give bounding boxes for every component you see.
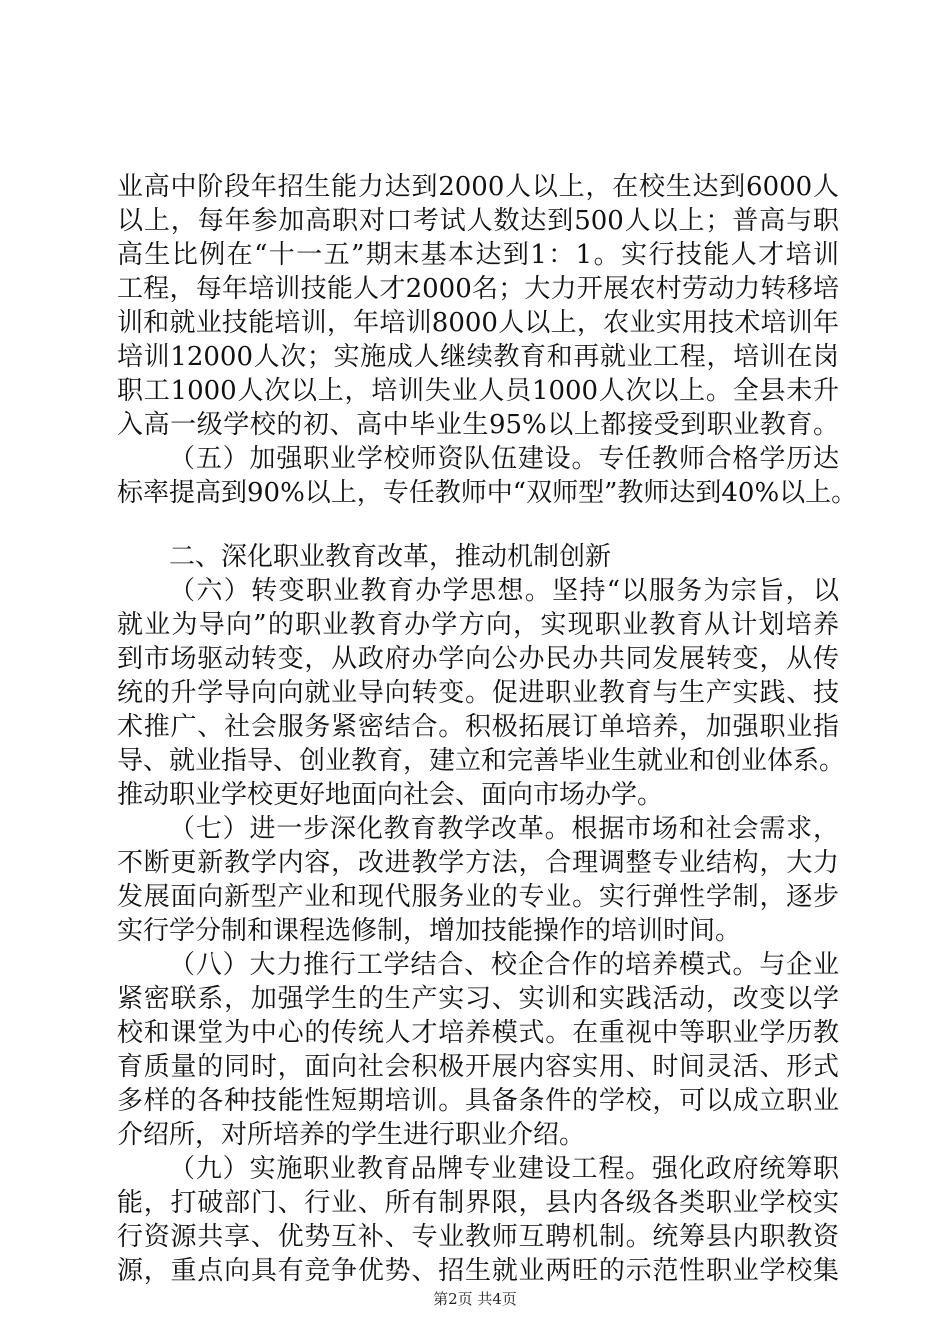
paragraph bbox=[117, 170, 839, 442]
text-line: 高生比例在“十一五”期末基本达到1：1。实行技能人才培训 bbox=[117, 240, 839, 270]
text-line: 术推广、社会服务紧密结合。积极拓展订单培养，加强职业指 bbox=[117, 712, 839, 742]
text-line: 实行学分制和课程选修制，增加技能操作的培训时间。 bbox=[117, 916, 742, 946]
text-line: 多样的各种技能性短期培训。具备条件的学校，可以成立职业 bbox=[117, 1086, 839, 1116]
text-line: 推动职业学校更好地面向社会、面向市场办学。 bbox=[117, 780, 664, 810]
text-line: 以上，每年参加高职对口考试人数达到500人以上；普高与职 bbox=[117, 206, 839, 236]
text-line: （五）加强职业学校师资队伍建设。专任教师合格学历达 bbox=[169, 444, 839, 474]
text-line: 业高中阶段年招生能力达到2000人以上，在校生达到6000人 bbox=[117, 172, 839, 202]
text-line: 能，打破部门、行业、所有制界限，县内各级各类职业学校实 bbox=[117, 1188, 839, 1218]
text-line: 介绍所，对所培养的学生进行职业介绍。 bbox=[117, 1120, 586, 1150]
text-line: （七）进一步深化教育教学改革。根据市场和社会需求， bbox=[169, 814, 839, 844]
text-line: 紧密联系，加强学生的生产实习、实训和实践活动，改变以学 bbox=[117, 984, 839, 1014]
document-body bbox=[117, 170, 858, 1288]
page-footer: 第2页 共4页 bbox=[433, 1290, 517, 1308]
paragraph bbox=[117, 948, 839, 1152]
text-line: （九）实施职业教育品牌专业建设工程。强化政府统筹职 bbox=[169, 1154, 839, 1184]
text-line: 入高一级学校的初、高中毕业生95%以上都接受到职业教育。 bbox=[117, 410, 839, 440]
section-heading: 二、深化职业教育改革，推动机制创新 bbox=[169, 542, 612, 572]
text-line: 到市场驱动转变，从政府办学向公办民办共同发展转变，从传 bbox=[117, 644, 839, 674]
text-line: 不断更新教学内容，改进教学方法，合理调整专业结构，大力 bbox=[117, 848, 839, 878]
text-line: （六）转变职业教育办学思想。坚持“以服务为宗旨，以 bbox=[169, 576, 839, 606]
text-line: 统的升学导向向就业导向转变。促进职业教育与生产实践、技 bbox=[117, 678, 839, 708]
text-line: 行资源共享、优势互补、专业教师互聘机制。统筹县内职教资 bbox=[117, 1222, 839, 1252]
text-line: 标率提高到90%以上，专任教师中“双师型”教师达到40%以上。 bbox=[117, 478, 858, 508]
text-line: 育质量的同时，面向社会积极开展内容实用、时间灵活、形式 bbox=[117, 1052, 839, 1082]
text-line: 训和就业技能培训，年培训8000人以上，农业实用技术培训年 bbox=[117, 308, 839, 338]
text-line: （八）大力推行工学结合、校企合作的培养模式。与企业 bbox=[169, 950, 839, 980]
text-line: 就业为导向”的职业教育办学方向，实现职业教育从计划培养 bbox=[117, 610, 839, 640]
paragraph bbox=[117, 812, 839, 948]
paragraph bbox=[117, 1152, 839, 1288]
paragraph-gap bbox=[117, 510, 839, 540]
text-line: 发展面向新型产业和现代服务业的专业。实行弹性学制，逐步 bbox=[117, 882, 839, 912]
text-line: 校和课堂为中心的传统人才培养模式。在重视中等职业学历教 bbox=[117, 1018, 839, 1048]
text-line: 导、就业指导、创业教育，建立和完善毕业生就业和创业体系。 bbox=[117, 746, 846, 776]
paragraph bbox=[117, 442, 858, 510]
text-line: 培训12000人次；实施成人继续教育和再就业工程，培训在岗 bbox=[117, 342, 839, 372]
text-line: 源，重点向具有竞争优势、招生就业两旺的示范性职业学校集 bbox=[117, 1256, 839, 1286]
paragraph bbox=[117, 574, 846, 812]
text-line: 工程，每年培训技能人才2000名；大力开展农村劳动力转移培 bbox=[117, 274, 839, 304]
text-line: 职工1000人次以上，培训失业人员1000人次以上。全县未升 bbox=[117, 376, 839, 406]
